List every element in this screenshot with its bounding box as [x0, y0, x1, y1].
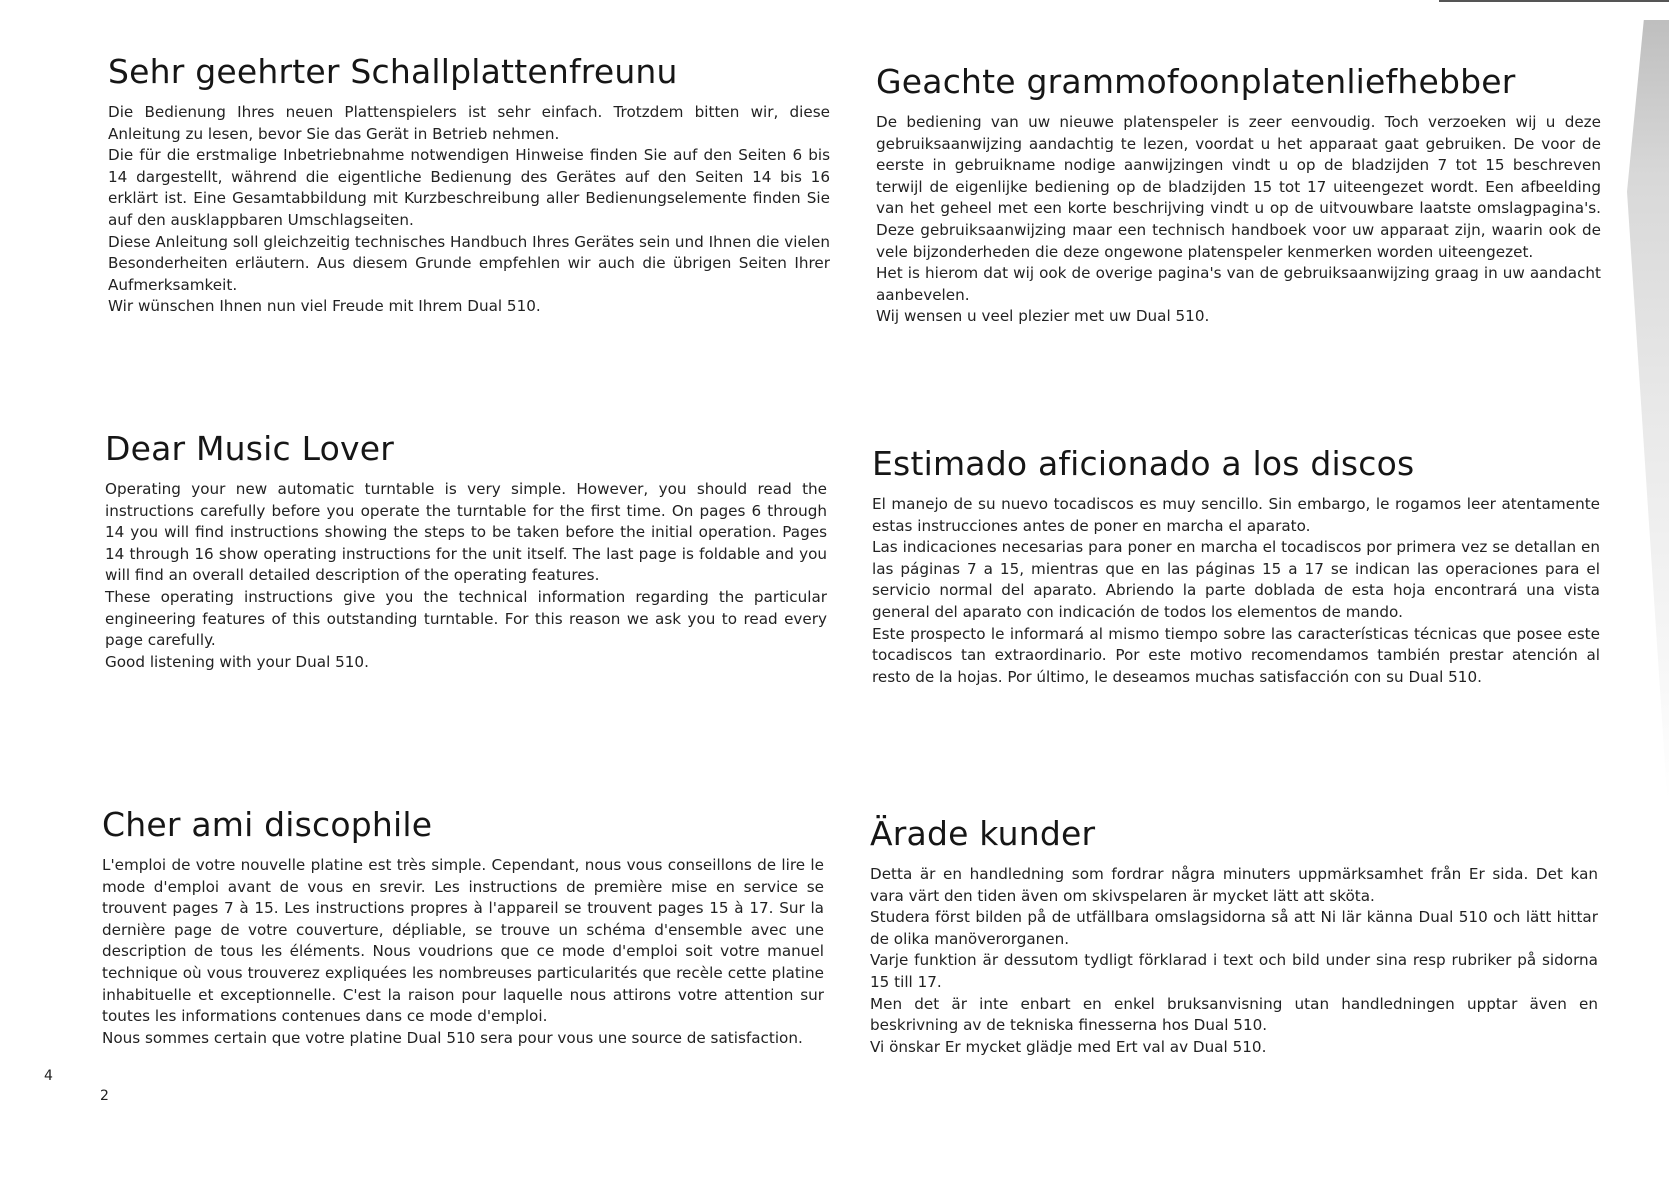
paragraph: Good listening with your Dual 510. — [105, 652, 369, 671]
heading-french: Cher ami discophile — [102, 805, 433, 844]
paragraph: Las indicaciones necesarias para poner en marcha el tocadiscos por primera vez se detallan en las páginas 7 a 15, mientras que en las páginas 15 a 17 se indican las operaciones para el servicio normal del aparato. Abriendo la parte doblada de esta hoja encontrará una vista general del aparato con indicación de todos los elementos de mando. — [872, 538, 1600, 621]
paragraph: Het is hierom dat wij ook de overige pagina's van de gebruiksaanwijzing graag in uw aandacht aanbevelen. — [876, 264, 1601, 304]
section-french — [102, 805, 824, 1049]
page-number-small: 4 — [44, 1068, 53, 1084]
heading-dutch: Geachte grammofoonplatenliefhebber — [876, 62, 1516, 101]
paragraph: L'emploi de votre nouvelle platine est très simple. Cependant, nous vous conseillons de lire le mode d'emploi avant de vous en srevir. Les instructions de première mise en service se trouvent pages 7 à 15. Les instructions propres à l'appareil se trouvent pages 15 à 17. Sur la dernière page de votre couverture, dépliable, se trouve un schéma d'ensemble avec une description de tous les éléments. Nous voudrions que ce mode d'emploi soit votre manuel technique où vous trouverez expliquées les nombreuses particularités que recèle cette platine inhabituelle et exceptionnelle. C'est la raison pour laquelle nous attirons votre attention sur toutes les informations contenues dans ce mode d'emploi. — [102, 856, 824, 1026]
paragraph: Die für die erstmalige Inbetriebnahme notwendigen Hinweise finden Sie auf den Seiten 6 bis 14 dargestellt, während die eigentliche Bedienung des Gerätes auf den Seiten 14 bis 16 erklärt ist. Eine Gesamtabbildung mit Kurzbeschreibung aller Bedienungselemente finden Sie auf den ausklappbaren Umschlagseiten. — [108, 146, 830, 229]
section-dutch — [876, 62, 1601, 328]
paragraph: These operating instructions give you the technical information regarding the particular engineering features of this outstanding turntable. For this reason we ask you to read every page carefully. — [105, 587, 827, 650]
paragraph: Operating your new automatic turntable is very simple. However, you should read the instructions carefully before you operate the turntable for the first time. On pages 6 through 14 you will find instructions showing the steps to be taken before the initial operation. Pages 14 through 16 show operating instructions for the unit itself. The last page is foldable and you will find an overall detailed description of the operating features. — [105, 480, 827, 585]
paragraph: Nous sommes certain que votre platine Dual 510 sera pour vous une source de satisfaction. — [102, 1028, 803, 1047]
heading-swedish: Ärade kunder — [870, 814, 1096, 853]
paragraph: Detta är en handledning som fordrar några minuters uppmärksamhet från Er sida. Det kan vara värt den tiden även om skivspelaren är mycket lätt att sköta. — [870, 865, 1598, 905]
heading-spanish: Estimado aficionado a los discos — [872, 444, 1415, 483]
paragraph: Die Bedienung Ihres neuen Plattenspielers ist sehr einfach. Trotzdem bitten wir, diese Anleitung zu lesen, bevor Sie das Gerät in Betrieb nehmen. — [108, 103, 830, 143]
scan-page-edge — [1627, 20, 1669, 800]
paragraph: Vi önskar Er mycket glädje med Ert val av Dual 510. — [870, 1037, 1267, 1056]
section-german — [108, 52, 830, 318]
paragraph: De bediening van uw nieuwe platenspeler is zeer eenvoudig. Toch verzoeken wij u deze gebruiksaanwijzing aandachtig te lezen, voordat u het apparaat gaat gebruiken. De voor de eerste in gebruikname nodige aanwijzingen vindt u op de bladzijden 7 tot 15 beschreven terwijl de eigenlijke bediening op de bladzijden 15 tot 17 uiteengezet wordt. Een afbeelding van het geheel met een korte beschrijving vindt u op de uitvouwbare laatste omslagpagina's. Deze gebruiksaanwijzing maar een technisch handboek voor uw apparaat zijn, waarin ook de vele bijzonderheden die deze ongewone platenspeler kenmerken worden uiteengezet. — [876, 113, 1601, 261]
heading-english: Dear Music Lover — [105, 429, 394, 468]
section-spanish — [872, 444, 1600, 688]
paragraph: Studera först bilden på de utfällbara omslagsidorna så att Ni lär känna Dual 510 och lätt hittar de olika manöverorganen. — [870, 908, 1598, 948]
paragraph: El manejo de su nuevo tocadiscos es muy sencillo. Sin embargo, le rogamos leer atentamente estas instrucciones antes de poner en marcha el aparato. — [872, 495, 1600, 535]
paragraph: Men det är inte enbart en enkel bruksanvisning utan handledningen upptar även en beskrivning av de tekniska finesserna hos Dual 510. — [870, 994, 1598, 1035]
paragraph: Este prospecto le informará al mismo tiempo sobre las características técnicas que posee este tocadiscos tan extraordinario. Por este motivo recomendamos también prestar atención al resto de la hojas. Por último, le deseamos muchas satisfacción con su Dual 510. — [872, 624, 1600, 686]
scan-edge-rule — [1439, 0, 1669, 2]
section-english — [105, 429, 827, 673]
page-number: 2 — [100, 1088, 109, 1104]
paragraph: Diese Anleitung soll gleichzeitig technisches Handbuch Ihres Gerätes sein und Ihnen die vielen Besonderheiten erläutern. Aus diesem Grunde empfehlen wir auch die übrigen Seiten Ihrer Aufmerksamkeit. — [108, 232, 830, 294]
heading-german: Sehr geehrter Schallplattenfreunu — [108, 52, 678, 91]
section-swedish — [870, 814, 1598, 1058]
paragraph: Wij wensen u veel plezier met uw Dual 510. — [876, 307, 1210, 326]
paragraph: Wir wünschen Ihnen nun viel Freude mit Ihrem Dual 510. — [108, 297, 541, 316]
paragraph: Varje funktion är dessutom tydligt förklarad i text och bild under sina resp rubriker på sidorna 15 till 17. — [870, 951, 1598, 991]
